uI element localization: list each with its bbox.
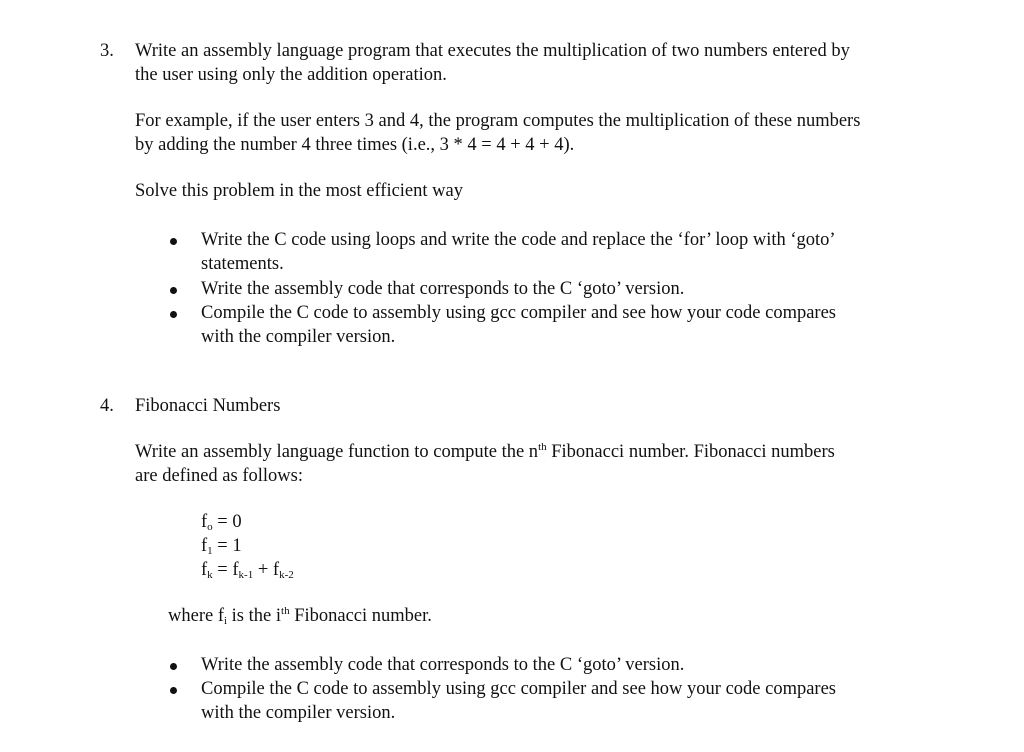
problem-3-solve-line: Solve this problem in the most efficient way <box>135 181 463 201</box>
bullet-dot-icon <box>170 311 177 318</box>
problem-4-desc-line-1: Write an assembly language function to compute the $n^{th}$ Fibonacci number. Fibonacci numbers <box>135 441 835 462</box>
problem-3-example-line-2: by adding the number 4 three times (i.e., 3 * 4 = 4 + 4 + 4). <box>135 135 575 155</box>
problem-4-bullet-1-line-1: Write the assembly code that corresponds to the C ‘goto’ version. <box>201 655 685 675</box>
problem-4-desc-line-2: are defined as follows: <box>135 466 303 486</box>
bullet-dot-icon <box>170 238 177 245</box>
problem-3-title-line-1: Write an assembly language program that executes the multiplication of two numbers entered by <box>135 41 850 61</box>
bullet-dot-icon <box>170 663 177 670</box>
problem-3-bullet-3-line-1: Compile the C code to assembly using gcc compiler and see how your code compares <box>201 303 836 323</box>
problem-3-bullet-2-line-1: Write the assembly code that corresponds to the C ‘goto’ version. <box>201 279 685 299</box>
problem-4-title: Fibonacci Numbers <box>135 396 281 416</box>
problem-3-bullet-1-line-1: Write the C code using loops and write the code and replace the ‘for’ loop with ‘goto’ <box>201 230 836 250</box>
where-line: where $f_i$ is the $i^{th}$ Fibonacci number. <box>168 605 432 627</box>
problem-3-bullet-3-line-2: with the compiler version. <box>201 327 396 347</box>
bullet-dot-icon <box>170 287 177 294</box>
problem-3-number: 3. <box>100 41 114 61</box>
problem-3-title-line-2: the user using only the addition operation. <box>135 65 447 85</box>
problem-3-example-line-1: For example, if the user enters 3 and 4, the program computes the multiplication of these numbers <box>135 111 861 131</box>
formula-f1: $f_1 = 1$ <box>201 536 242 557</box>
problem-4-bullet-2-line-2: with the compiler version. <box>201 703 396 723</box>
problem-4-number: 4. <box>100 396 114 416</box>
problem-4-bullet-2-line-1: Compile the C code to assembly using gcc compiler and see how your code compares <box>201 679 836 699</box>
problem-3-bullet-1-line-2: statements. <box>201 254 284 274</box>
formula-fk: $f_k = f_{k-1} + f_{k-2}$ <box>201 560 294 581</box>
bullet-dot-icon <box>170 687 177 694</box>
formula-f0: $f_o = 0$ <box>201 512 242 533</box>
